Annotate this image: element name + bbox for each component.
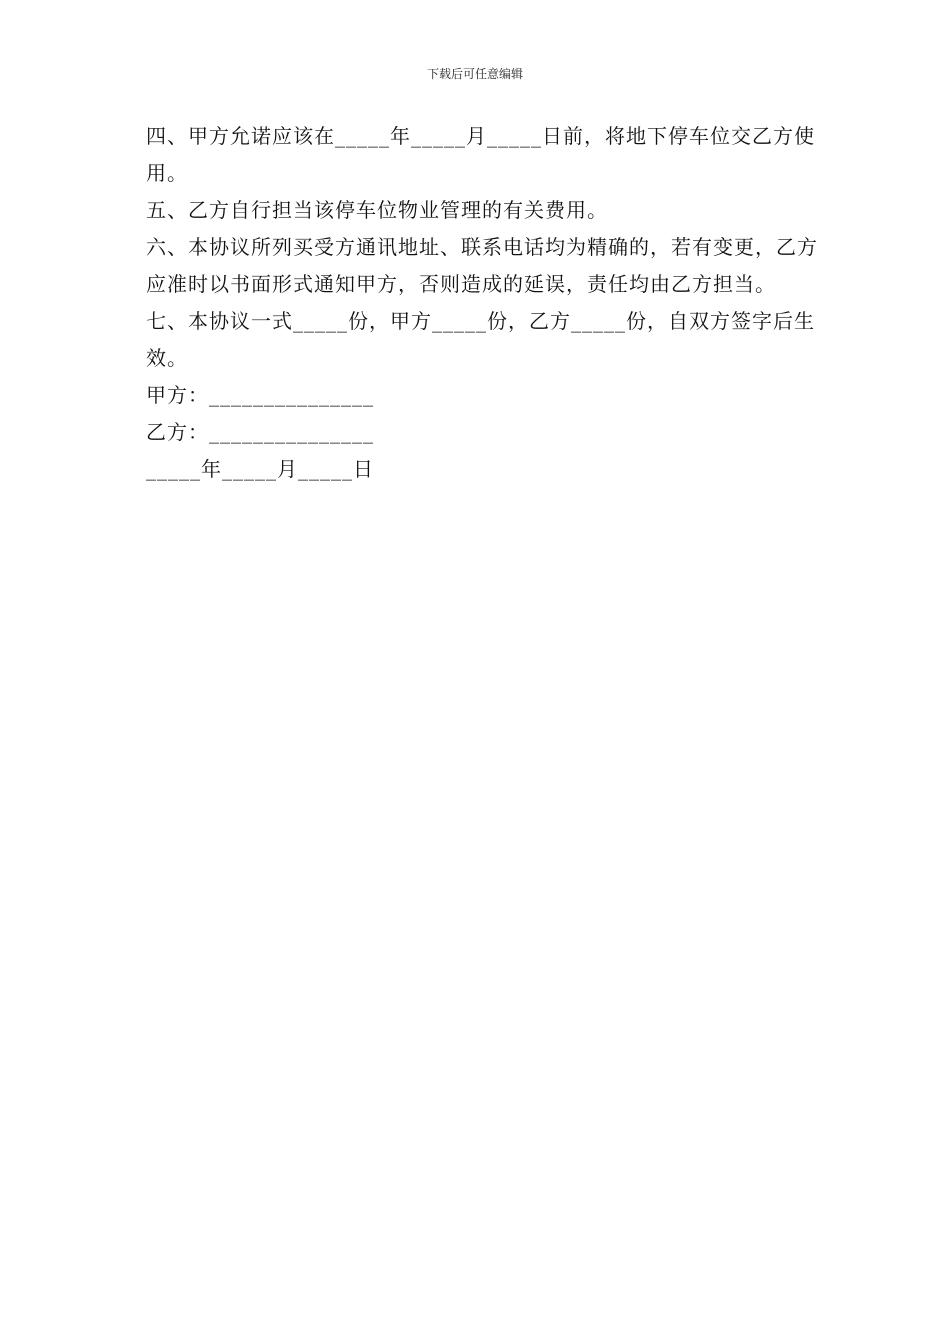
clause-6: 六、本协议所列买受方通讯地址、联系电话均为精确的，若有变更，乙方应准时以书面形式通知甲方，否则造成的延误，责任均由乙方担当。 (146, 235, 818, 296)
document-body (146, 118, 826, 488)
party-a-signature-line: 甲方：_______________ (146, 383, 374, 407)
party-b-signature-line: 乙方：_______________ (146, 420, 374, 444)
page-header-note: 下载后可任意编辑 (426, 67, 523, 81)
date-line: _____年_____月_____日 (146, 457, 374, 481)
clause-5: 五、乙方自行担当该停车位物业管理的有关费用。 (146, 198, 608, 222)
clause-7: 七、本协议一式_____份，甲方_____份，乙方_____份，自双方签字后生效。 (146, 309, 815, 370)
clause-4: 四、甲方允诺应该在_____年_____月_____日前，将地下停车位交乙方使用。 (146, 124, 815, 185)
